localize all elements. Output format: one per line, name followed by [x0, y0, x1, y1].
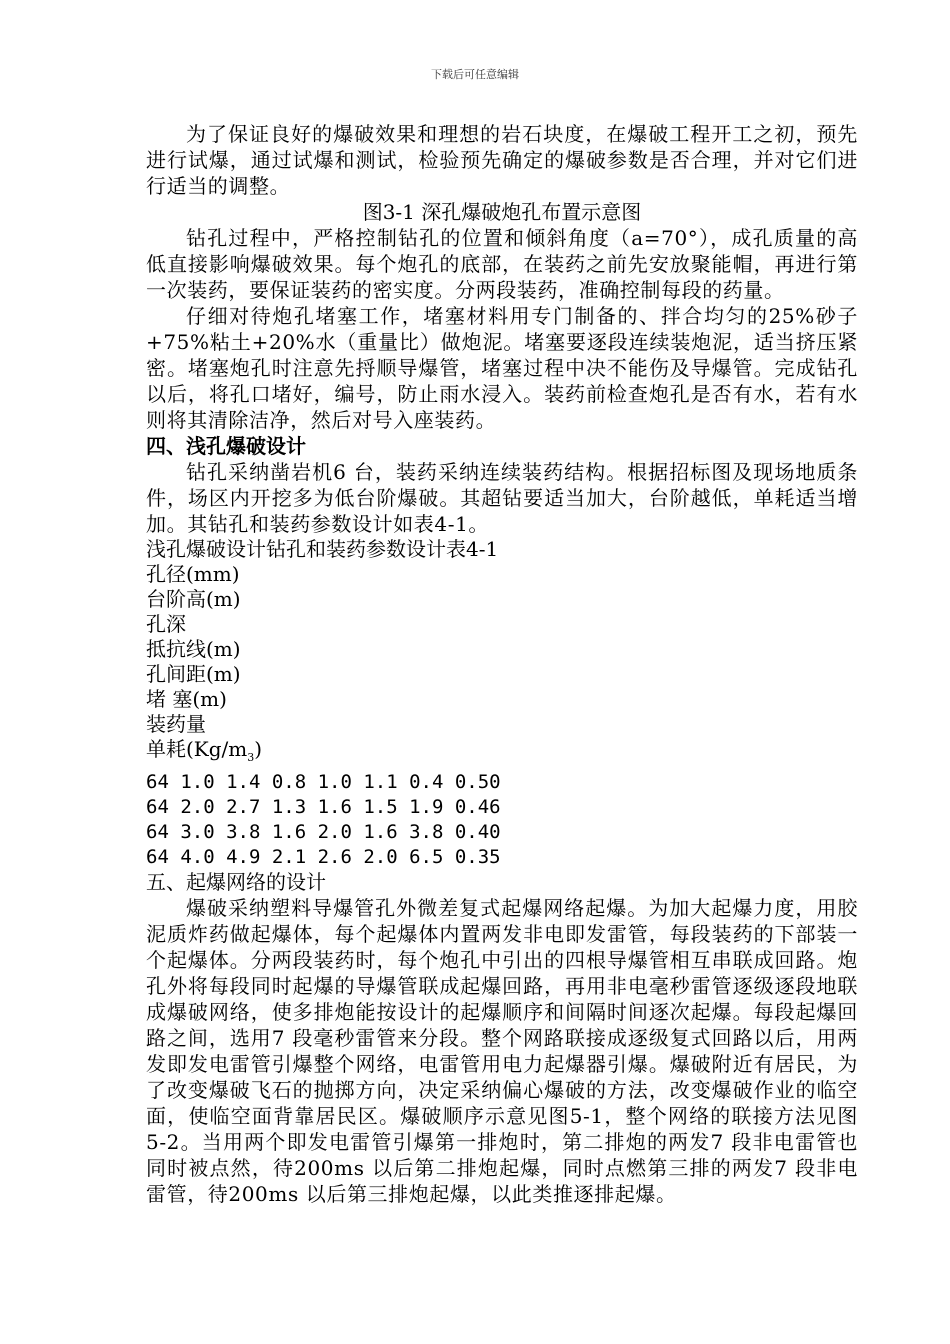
table-header: 抵抗线(m): [146, 637, 241, 661]
paragraph-drilling: 钻孔过程中，严格控制钻孔的位置和倾斜角度（a=70°），成孔质量的高低直接影响爆破效果。每个炮孔的底部，在装药之前先安放聚能帽，再进行第一次装药，要保证装药的密实度。分两段装药，准确控制每段的药量。: [146, 226, 858, 302]
unit-subscript: 3: [247, 751, 255, 764]
paragraph-network: 爆破采纳塑料导爆管孔外微差复式起爆网络起爆。为加大起爆力度，用胶泥质炸药做起爆体，每个起爆体内置两发非电即发雷管，每段装药的下部装一个起爆体。分两段装药时，每个炮孔中引出的四根导爆管相互串联成回路。炮孔外将每段同时起爆的导爆管联成起爆回路，再用非电毫秒雷管逐级逐段地联成爆破网络，使多排炮能按设计的起爆顺序和间隔时间逐次起爆。每段起爆回路之间，选用7 段毫秒雷管来分段。整个网路联接成逐级复式回路以后，用两发即发电雷管引爆整个网络，电雷管用电力起爆器引爆。爆破附近有居民，为了改变爆破飞石的抛掷方向，决定采纳偏心爆破的方法，改变爆破作业的临空面，使临空面背靠居民区。爆破顺序示意见图5-1，整个网络的联接方法见图5-2。当用两个即发电雷管引爆第一排炮时，第二排炮的两发7 段非电雷管也同时被点然，待200ms 以后第二排炮起爆，同时点燃第三排的两发7 段非电雷管，待200ms 以后第三排炮起爆，以此类推逐排起爆。: [146, 896, 858, 1206]
section-heading-shallow-hole: 四、浅孔爆破设计: [146, 434, 306, 458]
parameter-table: [146, 562, 858, 870]
unit-close: ): [254, 737, 263, 761]
paragraph-stemming: 仔细对待炮孔堵塞工作，堵塞材料用专门制备的、拌合均匀的25%砂子+75%粘土+20%水（重量比）做炮泥。堵塞要逐段连续装炮泥，适当挤压紧密。堵塞炮孔时注意先捋顺导爆管，堵塞过程中决不能伤及导爆管。完成钻孔以后，将孔口堵好，编号，防止雨水浸入。装药前检查炮孔是否有水，若有水则将其清除洁净，然后对号入座装药。: [146, 304, 858, 432]
section-heading-network: 五、起爆网络的设计: [146, 870, 326, 894]
table-row: 64 3.0 3.8 1.6 2.0 1.6 3.8 0.40: [146, 821, 501, 843]
paragraph-trial-blast: 为了保证良好的爆破效果和理想的岩石块度，在爆破工程开工之初，预先进行试爆，通过试爆和测试，检验预先确定的爆破参数是否合理，并对它们进行适当的调整。: [146, 122, 858, 198]
table-title: 浅孔爆破设计钻孔和装药参数设计表4-1: [146, 537, 499, 561]
table-row: 64 4.0 4.9 2.1 2.6 2.0 6.5 0.35: [146, 846, 501, 868]
table-header: 装药量: [146, 712, 206, 736]
table-header-unit: [146, 737, 858, 770]
table-row: 64 1.0 1.4 0.8 1.0 1.1 0.4 0.50: [146, 771, 501, 793]
figure-caption: 图3-1 深孔爆破炮孔布置示意图: [362, 200, 642, 224]
table-header: 台阶高(m): [146, 587, 241, 611]
table-header: 孔深: [146, 612, 186, 636]
table-header: 堵 塞(m): [146, 687, 227, 711]
table-row: 64 2.0 2.7 1.3 1.6 1.5 1.9 0.46: [146, 796, 501, 818]
document-body: [146, 121, 858, 1207]
paragraph-shallow-hole: 钻孔采纳凿岩机6 台，装药采纳连续装药结构。根据招标图及现场地质条件，场区内开挖多为低台阶爆破。其超钻要适当加大，台阶越低，单耗适当增加。其钻孔和装药参数设计如表4-1。: [146, 460, 858, 536]
page-header: 下载后可任意编辑: [431, 68, 519, 81]
table-header: 孔径(mm): [146, 562, 240, 586]
table-header: 孔间距(m): [146, 662, 241, 686]
unit-text: 单耗(Kg/m: [146, 737, 248, 761]
